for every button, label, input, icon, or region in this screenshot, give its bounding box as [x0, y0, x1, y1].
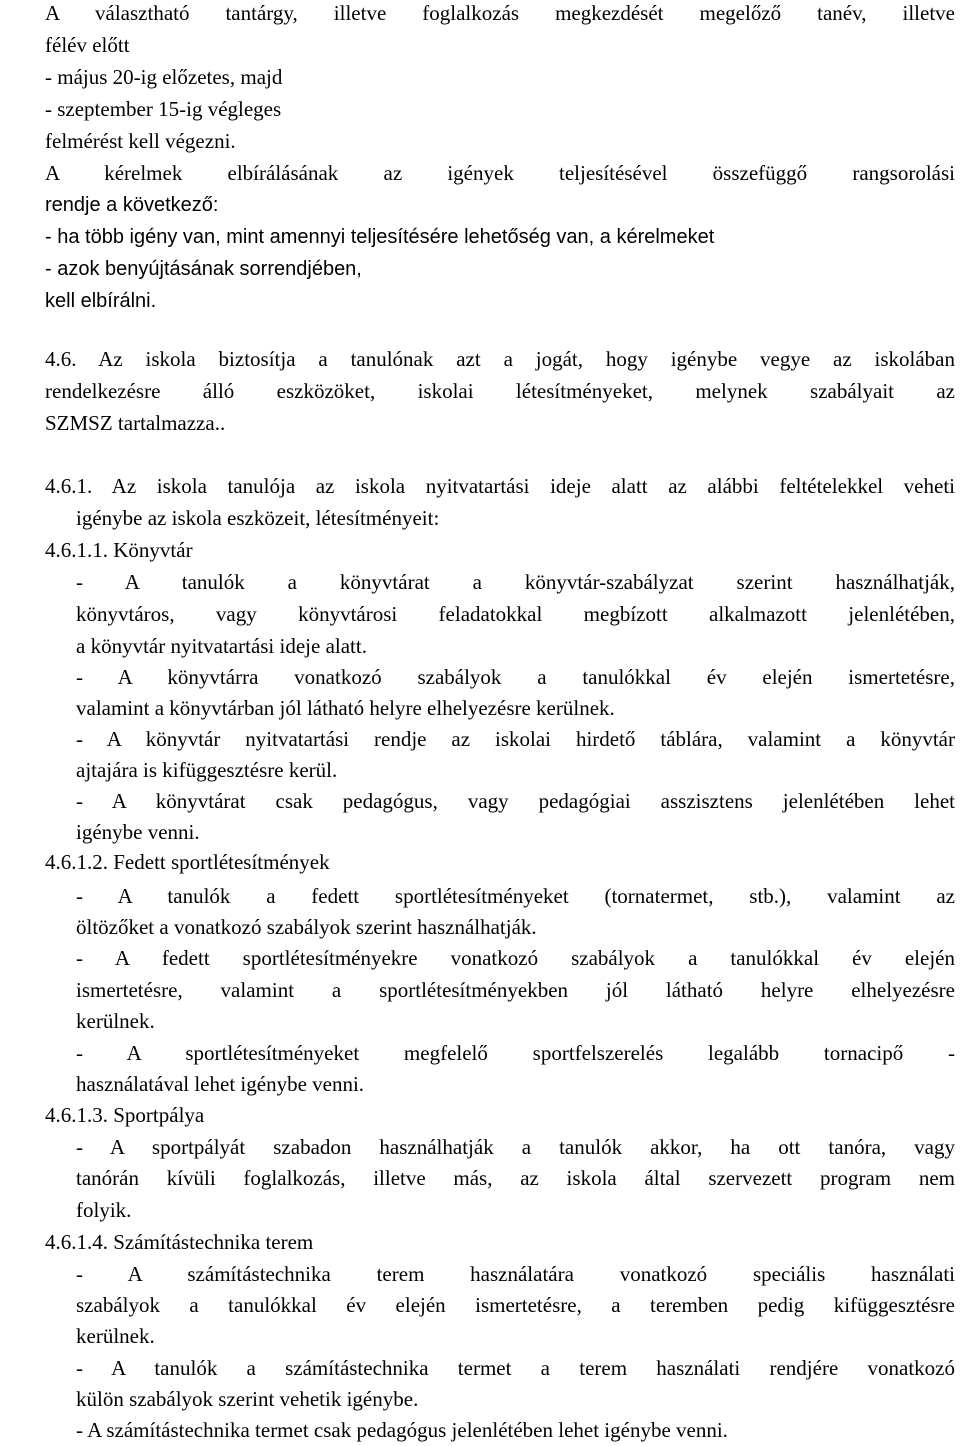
text-line: félév előtt: [45, 33, 130, 57]
text-line: felmérést kell végezni.: [45, 129, 236, 153]
text-line: igénybe venni.: [76, 820, 200, 844]
text-line: - A könyvtárra vonatkozó szabályok a tanulókkal év elején ismertetésre,: [76, 665, 955, 689]
text-line: - A tanulók a számítástechnika termet a terem használati rendjére vonatkozó: [76, 1356, 955, 1380]
subsection-heading-konyvtar: 4.6.1.1. Könyvtár: [45, 538, 193, 562]
text-line: A választható tantárgy, illetve foglalkozás megkezdését megelőző tanév, illetve: [45, 1, 955, 25]
text-line: valamint a könyvtárban jól látható helyre elhelyezésre kerülnek.: [76, 696, 615, 720]
text-line: külön szabályok szerint vehetik igénybe.: [76, 1387, 419, 1411]
text-line: - A sportlétesítményeket megfelelő sportfelszerelés legalább tornacipő -: [76, 1041, 955, 1065]
text-line: A kérelmek elbírálásának az igények teljesítésével összefüggő rangsorolási: [45, 161, 955, 185]
text-line: igénybe az iskola eszközeit, létesítményeit:: [76, 506, 440, 530]
text-line: folyik.: [76, 1198, 132, 1222]
section-heading-4-6: 4.6. Az iskola biztosítja a tanulónak azt a jogát, hogy igénybe vegye az iskolában: [45, 347, 955, 371]
text-line: ajtajára is kifüggesztésre kerül.: [76, 758, 338, 782]
text-line: - A tanulók a fedett sportlétesítményeket (tornatermet, stb.), valamint az: [76, 884, 955, 908]
text-line: könyvtáros, vagy könyvtárosi feladatokkal megbízott alkalmazott jelenlétében,: [76, 602, 955, 626]
text-line: a könyvtár nyitvatartási ideje alatt.: [76, 634, 367, 658]
text-line: használatával lehet igénybe venni.: [76, 1072, 365, 1096]
text-line: - szeptember 15-ig végleges: [45, 97, 282, 121]
text-line: kerülnek.: [76, 1324, 155, 1348]
text-line: - A könyvtárat csak pedagógus, vagy pedagógiai asszisztens jelenlétében lehet: [76, 789, 955, 813]
text-line: - A tanulók a könyvtárat a könyvtár-szabályzat szerint használhatják,: [76, 570, 955, 594]
section-heading-4-6-1: 4.6.1. Az iskola tanulója az iskola nyitvatartási ideje alatt az alábbi feltételekkel veheti: [45, 474, 955, 498]
text-line: - A számítástechnika terem használatára vonatkozó speciális használati: [76, 1262, 955, 1286]
text-line: - A fedett sportlétesítményekre vonatkozó szabályok a tanulókkal év elején: [76, 946, 955, 970]
text-line: - A könyvtár nyitvatartási rendje az iskolai hirdető táblára, valamint a könyvtár: [76, 727, 955, 751]
text-line: SZMSZ tartalmazza..: [45, 411, 226, 435]
subsection-heading-sportpalya: 4.6.1.3. Sportpálya: [45, 1103, 205, 1127]
text-line: - ha több igény van, mint amennyi teljesítésére lehetőség van, a kérelmeket: [45, 226, 715, 248]
text-line: rendelkezésre álló eszközöket, iskolai létesítményeket, melynek szabályait az: [45, 379, 955, 403]
text-line: szabályok a tanulókkal év elején ismertetésre, a teremben pedig kifüggesztésre: [76, 1293, 955, 1317]
text-line: rendje a következő:: [45, 194, 219, 216]
text-line: - A sportpályát szabadon használhatják a tanulók akkor, ha ott tanóra, vagy: [76, 1135, 955, 1159]
text-line: ismertetésre, valamint a sportlétesítményekben jól látható helyre elhelyezésre: [76, 978, 955, 1002]
text-line: - azok benyújtásának sorrendjében,: [45, 258, 362, 280]
text-line: kerülnek.: [76, 1009, 155, 1033]
subsection-heading-szamitastechnika: 4.6.1.4. Számítástechnika terem: [45, 1230, 314, 1254]
text-line: - május 20-ig előzetes, majd: [45, 65, 283, 89]
text-line: kell elbírálni.: [45, 290, 157, 312]
subsection-heading-sportletesitmenyek: 4.6.1.2. Fedett sportlétesítmények: [45, 850, 330, 874]
text-line: tanórán kívüli foglalkozás, illetve más, az iskola által szervezett program nem: [76, 1166, 955, 1190]
text-line: - A számítástechnika termet csak pedagógus jelenlétében lehet igénybe venni.: [76, 1418, 728, 1442]
text-line: öltözőket a vonatkozó szabályok szerint használhatják.: [76, 915, 537, 939]
